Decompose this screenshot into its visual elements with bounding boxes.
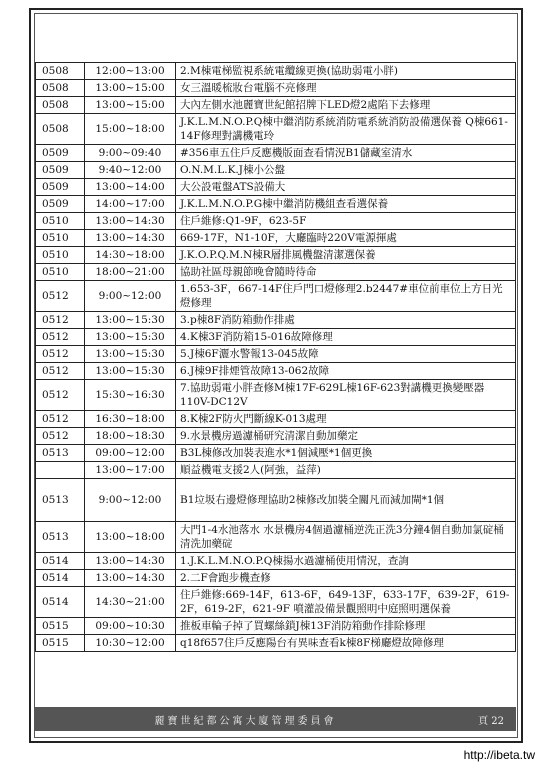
log-row [36,363,516,380]
log-date-cell: 0512 [36,363,85,380]
log-time-cell: 18:00~18:30 [85,428,176,445]
maintenance-log-table [35,62,516,652]
log-row [36,179,516,196]
log-description-cell: 6.J棟9F排煙管故障13-062故障 [176,363,516,380]
log-time-cell: 13:00~14:30 [85,213,176,230]
log-description-cell: 協助社區母親節晚會隨時待命 [176,264,516,281]
log-description-cell: 1.653-3F，667-14F住戶門口燈修理2.b2447#車位前車位上方日光燈修理 [176,281,516,312]
log-time-cell: 9:00~12:00 [85,281,176,312]
log-date-cell: 0510 [36,213,85,230]
log-time-cell: 14:30~18:00 [85,247,176,264]
log-time-cell: 13:00~14:30 [85,570,176,587]
log-description-cell: 女三溫暖梳妝台電腦不亮修理 [176,80,516,97]
log-date-cell: 0513 [36,522,85,553]
log-time-cell: 13:00~15:30 [85,346,176,363]
log-time-cell: 14:30~21:00 [85,587,176,618]
log-row [36,213,516,230]
log-row [36,570,516,587]
log-row [36,264,516,281]
log-row [36,97,516,114]
log-row [36,479,516,522]
log-time-cell: 14:00~17:00 [85,196,176,213]
log-description-cell: 4.K棟3F消防箱15-016故障修理 [176,329,516,346]
log-description-cell: 2.M棟電梯監視系統電纜線更換(協助弱電小胖) [176,63,516,80]
log-date-cell: 0508 [36,97,85,114]
log-row [36,635,516,652]
log-description-cell: 5.J棟6F灑水警報13-045故障 [176,346,516,363]
log-description-cell: 8.K棟2F防火門斷線K-013處理 [176,411,516,428]
log-time-cell: 13:00~18:00 [85,522,176,553]
log-date-cell: 0512 [36,346,85,363]
log-description-cell: J.K.L.M.N.O.P.G棟中繼消防機組查看選保養 [176,196,516,213]
log-date-cell: 0509 [36,145,85,162]
log-date-cell: 0509 [36,196,85,213]
log-row [36,553,516,570]
log-description-cell: 住戶維修:669-14F，613-6F，649-13F，633-17F，639-2F，619-2F，619-2F，621-9F 噴灌設備景觀照明中庭照明選保養 [176,587,516,618]
log-date-cell: 0512 [36,312,85,329]
log-row [36,80,516,97]
log-row [36,247,516,264]
log-time-cell: 16:30~18:00 [85,411,176,428]
log-time-cell: 13:00~15:30 [85,312,176,329]
log-row [36,196,516,213]
log-row [36,145,516,162]
log-date-cell: 0515 [36,618,85,635]
log-row [36,346,516,363]
log-time-cell: 13:00~15:00 [85,97,176,114]
log-time-cell: 13:00~14:00 [85,179,176,196]
log-row [36,230,516,247]
log-row [36,63,516,80]
log-date-cell: 0513 [36,479,85,522]
footer-organization: 麗寶世紀都公寓大廈管理委員會 [154,715,337,727]
maintenance-log-body [36,63,516,652]
log-time-cell: 10:30~12:00 [85,635,176,652]
log-time-cell: 09:00~10:30 [85,618,176,635]
log-row [36,445,516,462]
log-row [36,618,516,635]
log-date-cell: 0512 [36,281,85,312]
log-description-cell: 大內左側水池麗寶世紀館招牌下LED燈2處陷下去修理 [176,97,516,114]
log-row [36,380,516,411]
log-time-cell: 9:00~12:00 [85,479,176,522]
log-date-cell: 0512 [36,380,85,411]
log-date-cell: 0509 [36,162,85,179]
log-description-cell: 7.協助弱電小胖查修M棟17F-629L棟16F-623對講機更換變壓器110V-DC12V [176,380,516,411]
log-time-cell: 09:00~12:00 [85,445,176,462]
log-date-cell: 0514 [36,570,85,587]
log-date-cell: 0510 [36,264,85,281]
log-time-cell: 9:00~09:40 [85,145,176,162]
log-description-cell: 推板車輪子掉了買螺絲鎖J棟13F消防箱動作排除修理 [176,618,516,635]
log-time-cell: 13:00~15:30 [85,363,176,380]
log-description-cell: J.K.O.P.Q.M.N棟R層排風機盤清潔選保養 [176,247,516,264]
log-date-cell: 0512 [36,428,85,445]
log-date-cell: 0508 [36,114,85,145]
log-row [36,312,516,329]
log-time-cell: 9:40~12:00 [85,162,176,179]
log-date-cell: 0509 [36,179,85,196]
log-date-cell: 0508 [36,80,85,97]
log-time-cell: 13:00~15:00 [85,80,176,97]
log-description-cell: 3.p棟8F消防箱動作排處 [176,312,516,329]
log-time-cell: 13:00~14:30 [85,230,176,247]
log-date-cell: 0513 [36,445,85,462]
log-description-cell: 9.水景機房過濾桶研究清潔自動加藥定 [176,428,516,445]
log-time-cell: 15:30~16:30 [85,380,176,411]
page-footer [35,707,516,731]
log-description-cell: O.N.M.L.K.J棟小公盤 [176,162,516,179]
log-time-cell: 13:00~17:00 [85,462,176,479]
log-description-cell: B3L棟修改加裝表進水*1個減壓*1個更換 [176,445,516,462]
footer-page-number: 頁 22 [478,715,504,727]
log-description-cell: 大門1-4水池落水 水景機房4個過濾桶逆洗正洗3分鐘4個自動加氯碇桶清洗加藥碇 [176,522,516,553]
site-watermark: http://ibeta.tw [463,748,535,762]
log-date-cell: 0510 [36,247,85,264]
log-description-cell: J.K.L.M.N.O.P.Q棟中繼消防系統消防電系統消防設備選保養 Q棟661-14F修理對講機電玲 [176,114,516,145]
log-description-cell: 住戶維修:Q1-9F，623-5F [176,213,516,230]
log-date-cell: 0512 [36,329,85,346]
log-description-cell: #356車五住戶反應機版面查看情況B1儲藏室清水 [176,145,516,162]
log-date-cell: 0512 [36,411,85,428]
log-description-cell: 1.J.K.L.M.N.O.P.Q棟揚水過濾桶使用情況，查詢 [176,553,516,570]
log-date-cell: 0510 [36,230,85,247]
log-row [36,428,516,445]
log-row [36,462,516,479]
log-date-cell: 0514 [36,553,85,570]
log-row [36,411,516,428]
log-time-cell: 13:00~15:30 [85,329,176,346]
log-description-cell: 2.二F會跑步機查修 [176,570,516,587]
log-date-cell: 0515 [36,635,85,652]
log-row [36,587,516,618]
log-time-cell: 12:00~13:00 [85,63,176,80]
log-date-cell [36,462,85,479]
log-description-cell: B1垃圾右邊燈修理協助2棟修改加裝全關凡而減加閘*1個 [176,479,516,522]
log-date-cell: 0514 [36,587,85,618]
log-row [36,329,516,346]
log-description-cell: 大公設電盤ATS設備大 [176,179,516,196]
log-time-cell: 15:00~18:00 [85,114,176,145]
log-description-cell: 669-17F，N1-10F，大廳臨時220V電源揮處 [176,230,516,247]
log-time-cell: 18:00~21:00 [85,264,176,281]
log-description-cell: 順益機電支援2人(阿強，益萍) [176,462,516,479]
log-row [36,162,516,179]
log-row [36,281,516,312]
log-time-cell: 13:00~14:30 [85,553,176,570]
log-description-cell: q18f657住戶反應陽台有異味查看k棟8F梯廳燈故障修理 [176,635,516,652]
log-row [36,114,516,145]
log-row [36,522,516,553]
log-date-cell: 0508 [36,63,85,80]
